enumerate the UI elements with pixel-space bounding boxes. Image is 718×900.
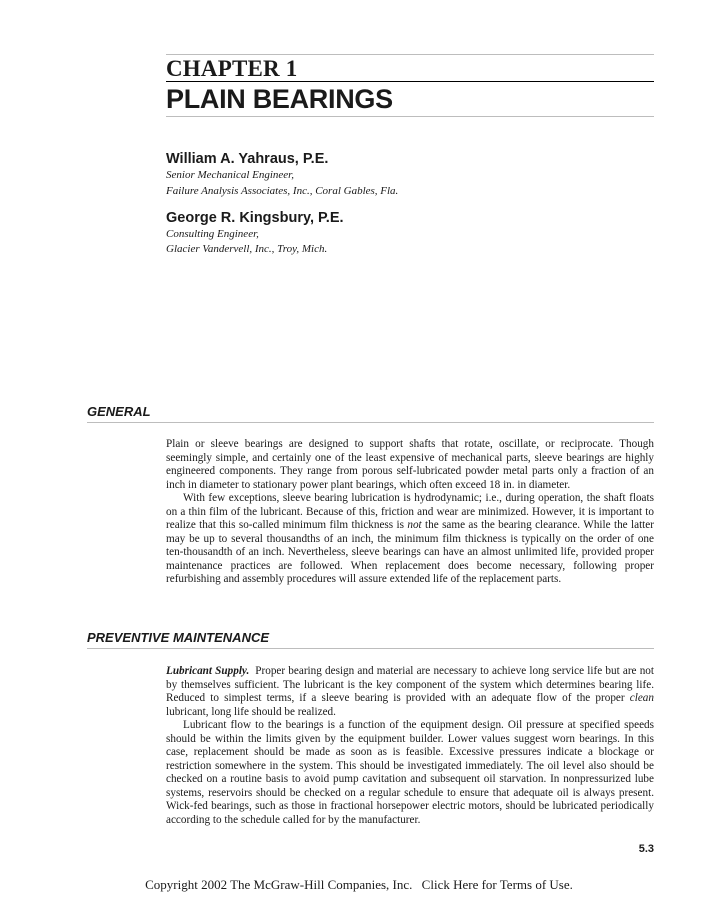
runin-heading-lubricant-supply: Lubricant Supply. (166, 665, 250, 677)
terms-of-use-link[interactable]: Click Here for Terms of Use. (421, 877, 573, 892)
author-name: William A. Yahraus, P.E. (166, 151, 329, 167)
chapter-label: CHAPTER 1 (166, 56, 298, 81)
chapter-title: PLAIN BEARINGS (166, 84, 393, 114)
section-rule-general (87, 422, 654, 423)
preventive-body (166, 665, 654, 827)
author-title: Senior Mechanical Engineer, (166, 169, 294, 181)
general-paragraph-2 (166, 492, 654, 587)
copyright-text: Copyright 2002 The McGraw-Hill Companies, Inc. (145, 877, 413, 892)
text-run: lubricant, long life should be realized. (166, 705, 336, 718)
author-affiliation: Glacier Vandervell, Inc., Troy, Mich. (166, 243, 328, 255)
general-body (166, 438, 654, 587)
title-bottom-rule (166, 116, 654, 117)
general-paragraph-1: Plain or sleeve bearings are designed to support shafts that rotate, oscillate, or reciprocate. Though seemingly simple, and certainly one of the least expensive of mechanical parts, sleeve bearings are highly engineered components. They range from porous self-lubricated powder metal parts only a fraction of an inch in diameter to stationary power plant bearings, which often exceed 18 in. in diameter. (166, 438, 654, 491)
author-affiliation: Failure Analysis Associates, Inc., Coral Gables, Fla. (166, 185, 399, 197)
page-number: 5.3 (638, 843, 654, 855)
emphasis-text: not (407, 519, 422, 531)
section-heading-preventive-maintenance: PREVENTIVE MAINTENANCE (87, 630, 270, 645)
text-run: Proper bearing design and material are necessary to achieve long service life but are not by themselves sufficient. The lubricant is the key component of the system which determines bearing life. Reduced to simplest terms, if a sleeve bearing is provided with an adequate flow of the proper (166, 665, 654, 704)
text-run: the same as the bearing clearance. While the latter may be up to several thousandths of an inch, the minimum film thickness is typically on the order of one ten-thousandth of an inch. Nevertheless, sleeve bearings can have an almost unlimited life, provided proper maintenance practices are followed. When replacement does become necessary, following proper refurbishing and assembly procedures will assure extended life of the replacement parts. (166, 519, 654, 585)
section-rule-preventive (87, 648, 654, 649)
text-run: With few exceptions, sleeve bearing lubrication is hydrodynamic; i.e., during operation, the shaft floats on a thin film of the lubricant. Because of this, friction and wear are minimized. However, it is important to realize that this so-called minimum film thickness is (166, 492, 654, 531)
emphasis-text: clean (629, 692, 654, 704)
top-rule (166, 54, 654, 55)
preventive-paragraph-1 (166, 665, 654, 719)
chapter-title-rule (166, 81, 654, 82)
author-title: Consulting Engineer, (166, 228, 259, 240)
footer (0, 877, 718, 893)
author-name: George R. Kingsbury, P.E. (166, 210, 344, 226)
section-heading-general: GENERAL (87, 404, 151, 419)
preventive-paragraph-2: Lubricant flow to the bearings is a function of the equipment design. Oil pressure at specified speeds should be within the limits given by the equipment builder. Lower values suggest worn bearings. In this case, replacement should be made as soon as is feasible. Excessive pressures indicate a blockage or restriction somewhere in the system. This should be investigated immediately. The oil level also should be checked on a routine basis to avoid pump cavitation and subsequent oil starvation. In nonpressurized lube systems, reservoirs should be checked on a regular schedule to ensure that adequate oil is always present. Wick-fed bearings, such as those in fractional horsepower electric motors, should be lubricated periodically according to the schedule called for by the manufacturer. (166, 719, 654, 826)
